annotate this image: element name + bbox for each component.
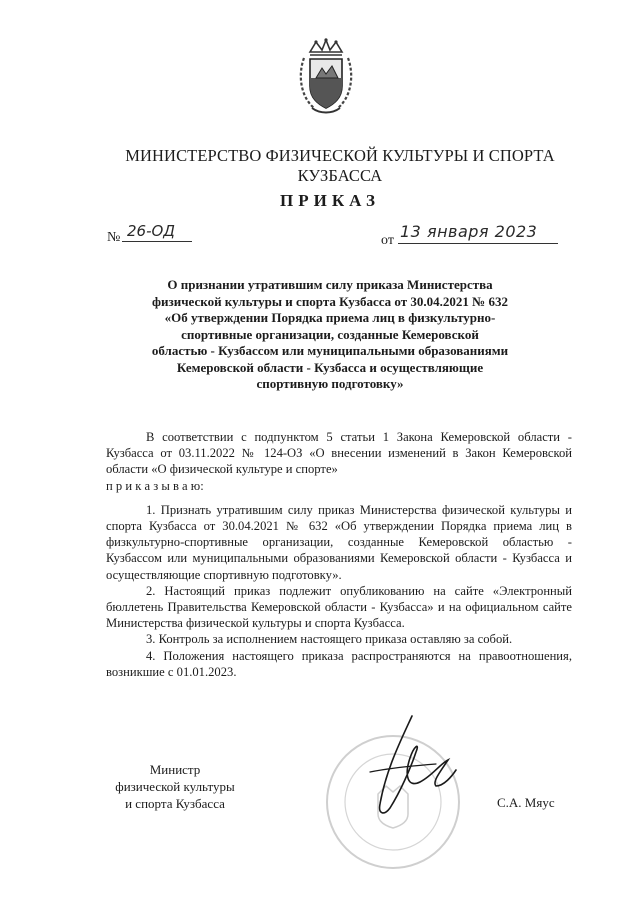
order-item-4: 4. Положения настоящего приказа распространяются на правоотношения, возникшие с 01.01.2023.: [106, 648, 572, 679]
order-date-underline: [398, 243, 558, 244]
order-title: ПРИКАЗ: [280, 191, 380, 210]
order-number-value: 26-ОД: [127, 222, 176, 240]
prikazyvayu-text: п р и к а з ы в а ю:: [106, 478, 204, 493]
signatory-position-line1: Министр: [149, 762, 201, 777]
subject-line: областью - Кузбассом или муниципальными образованиями: [151, 343, 509, 358]
order-body: [106, 429, 572, 680]
order-item-3: 3. Контроль за исполнением настоящего приказа оставляю за собой.: [146, 632, 513, 647]
subject-line: спортивную подготовку»: [256, 376, 404, 391]
order-item-2: 2. Настоящий приказ подлежит опубликованию на сайте «Электронный бюллетень Правительства Кемеровской области - Кузбасса» и на официальном сайте Министерства физической культуры и спорта Кузбасса.: [106, 583, 572, 631]
order-date-value: 13 января 2023: [400, 222, 538, 241]
subject-line: физической культуры и спорта Кузбасса от 30.04.2021 № 632: [152, 293, 508, 309]
signatory-position: [90, 761, 260, 812]
order-number-label: №: [107, 230, 121, 245]
subject-line: О признании утратившим силу приказа Министерства: [167, 277, 493, 292]
subject-line: Кемеровской области - Кузбасса и осуществляющие: [176, 359, 484, 375]
order-item-1: 1. Признать утратившим силу приказ Министерства физической культуры и спорта Кузбасса от 30.04.2021 № 632 «Об утверждении Порядка приема лиц в физкультурно-спортивные организации, созданные Кемеровской областью - Кузбассом или муниципальными образованиями Кемеровской области - Кузбасса и осуществляющие спортивную подготовку».: [106, 502, 572, 582]
order-date-label: от: [381, 233, 394, 248]
subject-line: «Об утверждении Порядка приема лиц в физкультурно-: [164, 310, 496, 325]
prikazyvayu-line: [106, 478, 572, 494]
signatory-position-line2: физической культуры: [115, 779, 235, 794]
kuzbass-coat-of-arms-icon: [296, 38, 356, 118]
ministry-name-line1: МИНИСТЕРСТВО ФИЗИЧЕСКОЙ КУЛЬТУРЫ И СПОРТА: [125, 146, 555, 165]
order-number-underline: [122, 241, 192, 242]
signatory-position-line3: и спорта Кузбасса: [125, 796, 225, 811]
preamble-paragraph: [106, 429, 572, 478]
preamble-text: В соответствии с подпунктом 5 статьи 1 Закона Кемеровской области - Кузбасса от 03.11.2022 № 124-ОЗ «О внесении изменений в Закон Кемеровской области «О физической культуре и спорте»: [106, 430, 572, 477]
subject-line: спортивные организации, созданные Кемеровской: [181, 326, 479, 342]
ministry-name: [80, 146, 600, 186]
ministry-name-line2: КУЗБАССА: [297, 166, 383, 185]
signatory-name: С.А. Мяус: [497, 795, 555, 810]
handwritten-signature-icon: [340, 712, 460, 822]
order-subject: [120, 277, 540, 393]
